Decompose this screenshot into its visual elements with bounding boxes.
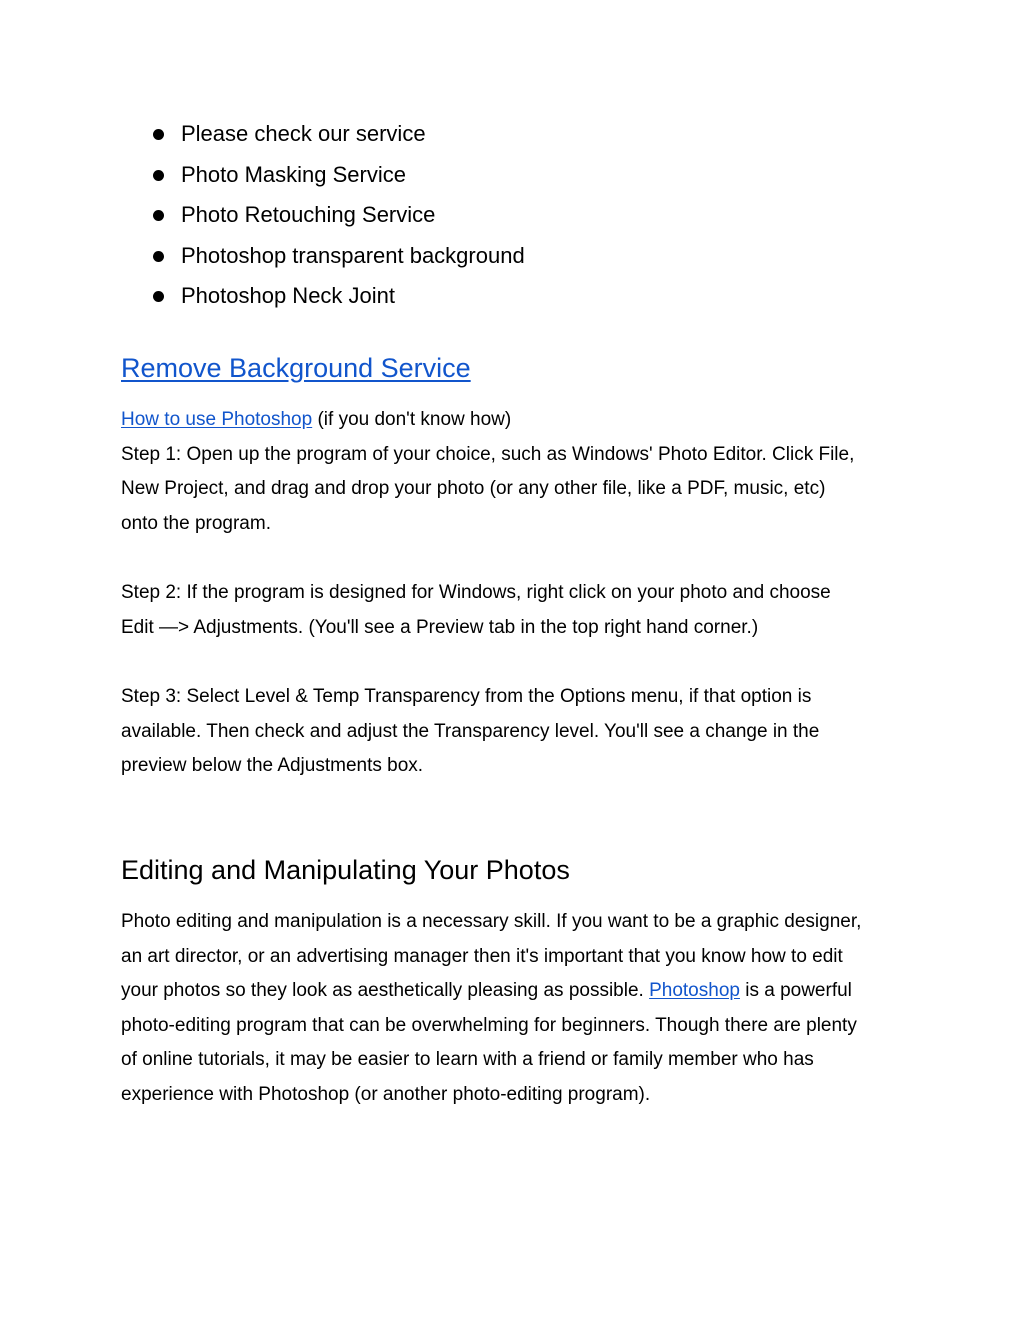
how-to-paragraph <box>121 403 911 541</box>
step3-line-1: Step 3: Select Level & Temp Transparency from the Options menu, if that option is <box>121 686 812 707</box>
editing-line-3-prefix: your photos so they look as aesthetically pleasing as possible. <box>121 980 650 1002</box>
editing-paragraph <box>121 905 911 1113</box>
list-item <box>121 279 525 320</box>
bullet-icon <box>153 291 164 302</box>
how-to-line <box>121 403 911 438</box>
list-item-label: Please check our service <box>181 121 426 146</box>
list-item <box>121 117 525 158</box>
remove-background-heading-link[interactable]: Remove Background Service <box>121 353 471 383</box>
editing-line-6: experience with Photoshop (or another photo-editing program). <box>121 1083 651 1105</box>
list-item-label: Photo Retouching Service <box>181 202 436 227</box>
list-item <box>121 158 525 199</box>
how-to-suffix: (if you don't know how) <box>312 409 512 430</box>
editing-line-5: of online tutorials, it may be easier to learn with a friend or family member who has <box>121 1049 814 1071</box>
service-bullet-list <box>121 117 525 320</box>
list-item <box>121 198 525 239</box>
photoshop-link[interactable]: Photoshop <box>649 980 740 1002</box>
step3-paragraph <box>121 680 911 784</box>
step1-line-3: onto the program. <box>121 512 271 534</box>
editing-line-4: photo-editing program that can be overwhelming for beginners. Though there are plenty <box>121 1014 857 1036</box>
step3-line-3: preview below the Adjustments box. <box>121 755 424 777</box>
editing-heading: Editing and Manipulating Your Photos <box>121 855 570 885</box>
editing-line-2: an art director, or an advertising manager then it's important that you know how to edit <box>121 945 843 967</box>
step2-line-2: Edit —> Adjustments. (You'll see a Preview tab in the top right hand corner.) <box>121 616 759 638</box>
editing-line-3 <box>121 974 911 1009</box>
how-to-use-photoshop-link[interactable]: How to use Photoshop <box>121 409 313 430</box>
bullet-icon <box>153 129 164 140</box>
editing-line-1: Photo editing and manipulation is a necessary skill. If you want to be a graphic designer, <box>121 911 862 932</box>
step3-line-2: available. Then check and adjust the Transparency level. You'll see a change in the <box>121 720 820 742</box>
editing-line-3-suffix: is a powerful <box>739 980 852 1002</box>
step1-line-1: Step 1: Open up the program of your choice, such as Windows' Photo Editor. Click File, <box>121 443 855 465</box>
bullet-icon <box>153 251 164 262</box>
list-item-label: Photoshop transparent background <box>181 242 525 268</box>
bullet-icon <box>153 170 164 181</box>
list-item <box>121 239 525 280</box>
step2-paragraph <box>121 576 911 645</box>
list-item-label: Photo Masking Service <box>181 161 406 187</box>
list-item-label: Photoshop Neck Joint <box>181 283 396 308</box>
step2-line-1: Step 2: If the program is designed for Windows, right click on your photo and choose <box>121 582 831 603</box>
bullet-icon <box>153 210 164 221</box>
step1-line-2: New Project, and drag and drop your photo (or any other file, like a PDF, music, etc) <box>121 478 826 500</box>
